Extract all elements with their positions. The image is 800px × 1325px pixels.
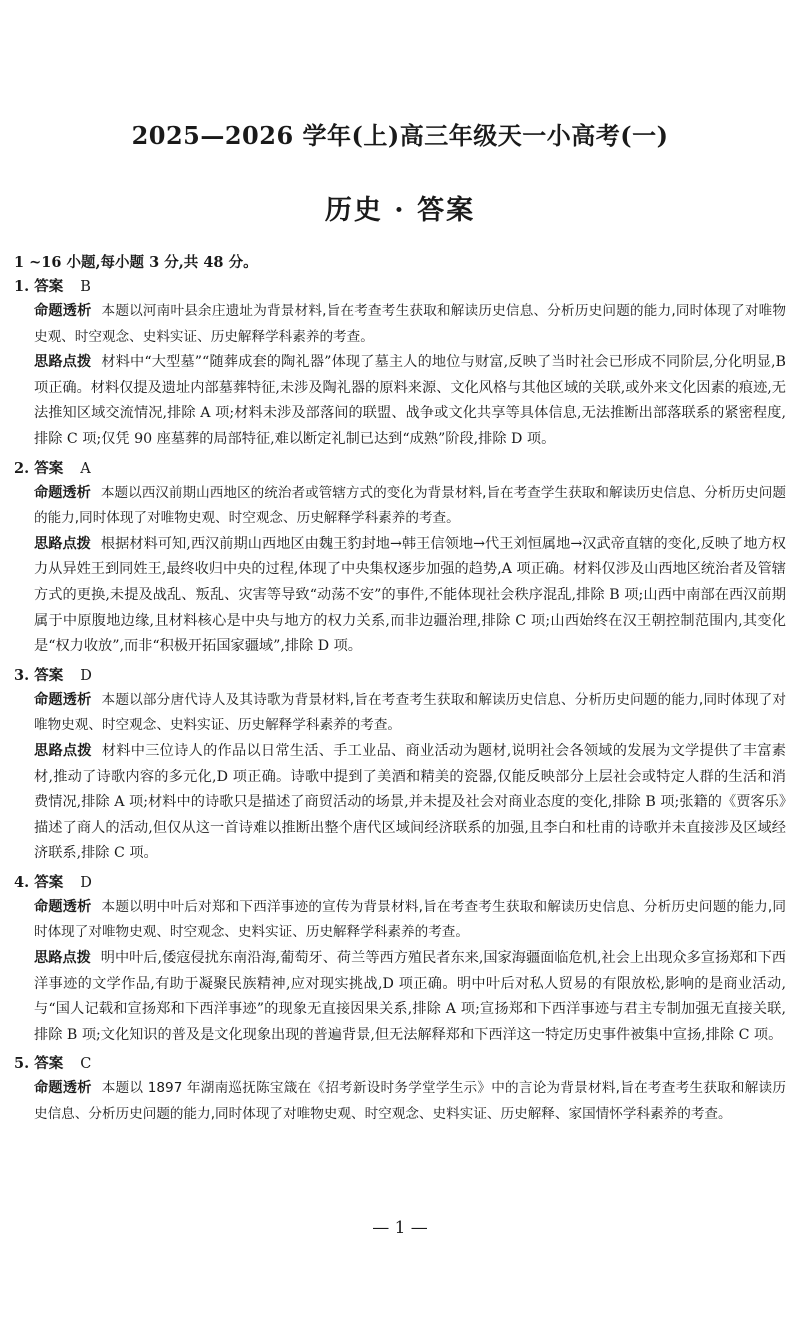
analysis-text: 本题以河南叶县余庄遗址为背景材料,旨在考查考生获取和解读历史信息、分析历史问题的能力,同时体现了对唯物史观、时空观念、史料实证、历史解释学科素养的考查。 (34, 303, 786, 345)
hint-text: 根据材料可知,西汉前期山西地区由魏王豹封地→韩王信领地→代王刘恒属地→汉武帝直辖的变化,反映了地方权力从异姓王到同姓王,最终收归中央的过程,体现了中央集权逐步加强的趋势,A 项正确。材料仅涉及山西地区统治者及管辖方式的更换,未提及战乱、叛乱、灾害等导致“动荡不安”的事件,不能体现社会秩序混乱,排除 B 项;山西中南部在西汉前期属于中原腹地边缘,且材料核心是中央与地方的权力关系,而非边疆治理,排除 C 项;山西始终在汉王朝控制范围内,其变化是“权力收放”,而非“积极开拓国家疆域”,排除 D 项。 (34, 535, 786, 655)
question-item (14, 1052, 786, 1127)
analysis-label: 命题透析 (34, 303, 92, 319)
hint-text: 明中叶后,倭寇侵扰东南沿海,葡萄牙、荷兰等西方殖民者东来,国家海疆面临危机,社会上出现众多宣扬郑和下西洋事迹的文学作品,有助于凝聚民族精神,应对现实挑战,D 项正确。明中叶后对私人贸易的有限放松,影响的是商业活动,与“国人记载和宣扬郑和下西洋事迹”的现象无直接因果关系,排除 A 项;宣扬郑和下西洋事迹与君主专制加强无直接关联,排除 B 项;文化知识的普及是文化现象出现的普遍背景,但无法解释郑和下西洋这一特定历史事件被集中宣扬,排除 C 项。 (34, 950, 786, 1043)
answer-value: B (80, 279, 91, 295)
question-number: 1. (14, 278, 30, 295)
hint-paragraph (34, 946, 786, 1048)
answer-label: 答案 (34, 1055, 64, 1073)
question-answer-line (14, 871, 786, 895)
hint-paragraph (34, 350, 786, 452)
analysis-text: 本题以西汉前期山西地区的统治者或管辖方式的变化为背景材料,旨在考查学生获取和解读历史信息、分析历史问题的能力,同时体现了对唯物史观、时空观念、历史解释学科素养的考查。 (34, 484, 786, 527)
analysis-label: 命题透析 (34, 898, 92, 915)
hint-label: 思路点拨 (34, 535, 91, 552)
page-subtitle: 历史 · 答案 (324, 195, 476, 226)
analysis-label: 命题透析 (34, 1080, 92, 1097)
question-item (14, 871, 786, 1049)
answer-label: 答案 (34, 873, 64, 891)
page-title: 2025—2026 学年(上)高三年级天一小高考(一) (131, 121, 669, 150)
analysis-label: 命题透析 (34, 484, 91, 501)
analysis-paragraph (34, 688, 786, 739)
answer-value: D (80, 874, 92, 891)
hint-label: 思路点拨 (34, 742, 92, 759)
hint-paragraph (34, 739, 786, 867)
answer-value: C (80, 1056, 92, 1073)
analysis-text: 本题以 1897 年湖南巡抚陈宝箴在《招考新设时务学堂学生示》中的言论为背景材料,旨在考查考生获取和解读历史信息、分析历史问题的能力,同时体现了对唯物史观、时空观念、史料实证、历史解释、家国情怀学科素养的考查。 (34, 1080, 786, 1123)
analysis-text: 本题以部分唐代诗人及其诗歌为背景材料,旨在考查考生获取和解读历史信息、分析历史问题的能力,同时体现了对唯物史观、时空观念、史料实证、历史解释学科素养的考查。 (34, 691, 786, 734)
question-number: 4. (14, 873, 30, 891)
analysis-paragraph (34, 299, 786, 350)
section-intro: 1 ~16 小题,每小题 3 分,共 48 分。 (14, 254, 258, 271)
answer-label: 答案 (34, 459, 64, 477)
hint-text: 材料中“大型墓”“随葬成套的陶礼器”体现了墓主人的地位与财富,反映了当时社会已形成不同阶层,分化明显,B 项正确。材料仅提及遗址内部墓葬特征,未涉及陶礼器的原料来源、文化风格与其他区域的关联,或外来文化因素的痕迹,无法推知区域交流情况,排除 A 项;材料未涉及部落间的联盟、战争或文化共享等具体信息,无法推断出部落联系的紧密程度,排除 C 项;仅凭 90 座墓葬的局部特征,难以断定礼制已达到“成熟”阶段,排除 D 项。 (34, 354, 786, 447)
analysis-text: 本题以明中叶后对郑和下西洋事迹的宣传为背景材料,旨在考查考生获取和解读历史信息、分析历史问题的能力,同时体现了对唯物史观、时空观念、史料实证、历史解释学科素养的考查。 (34, 898, 786, 941)
analysis-label: 命题透析 (34, 691, 92, 708)
question-item (14, 275, 786, 453)
question-number: 2. (14, 459, 30, 477)
hint-label: 思路点拨 (34, 354, 92, 371)
question-answer-line (14, 664, 786, 688)
hint-text: 材料中三位诗人的作品以日常生活、手工业品、商业活动为题材,说明社会各领域的发展为文学提供了丰富素材,推动了诗歌内容的多元化,D 项正确。诗歌中提到了美酒和精美的瓷器,仅能反映部分上层社会或特定人群的生活和消费情况,排除 A 项;材料中的诗歌只是描述了商贸活动的场景,并未提及社会对商业态度的变化,排除 B 项;张籍的《贾客乐》描述了商人的活动,但仅从这一首诗难以推断出整个唐代区域间经济联系的加强,且李白和杜甫的诗歌并未直接涉及区域经济联系,排除 C 项。 (34, 742, 786, 862)
question-list (14, 275, 786, 1132)
analysis-paragraph (34, 481, 786, 532)
question-answer-line (14, 275, 786, 299)
question-item (14, 457, 786, 660)
analysis-paragraph (34, 895, 786, 946)
question-number: 5. (14, 1055, 30, 1073)
answer-label: 答案 (34, 278, 64, 295)
answer-label: 答案 (34, 666, 64, 684)
question-number: 3. (14, 666, 30, 684)
answer-value: D (80, 667, 92, 684)
analysis-paragraph (34, 1076, 786, 1127)
question-item (14, 664, 786, 867)
question-answer-line (14, 1052, 786, 1076)
hint-paragraph (34, 532, 786, 660)
hint-label: 思路点拨 (34, 950, 91, 967)
answer-value: A (80, 460, 91, 477)
page-number: — 1 — (372, 1218, 428, 1238)
question-answer-line (14, 457, 786, 481)
